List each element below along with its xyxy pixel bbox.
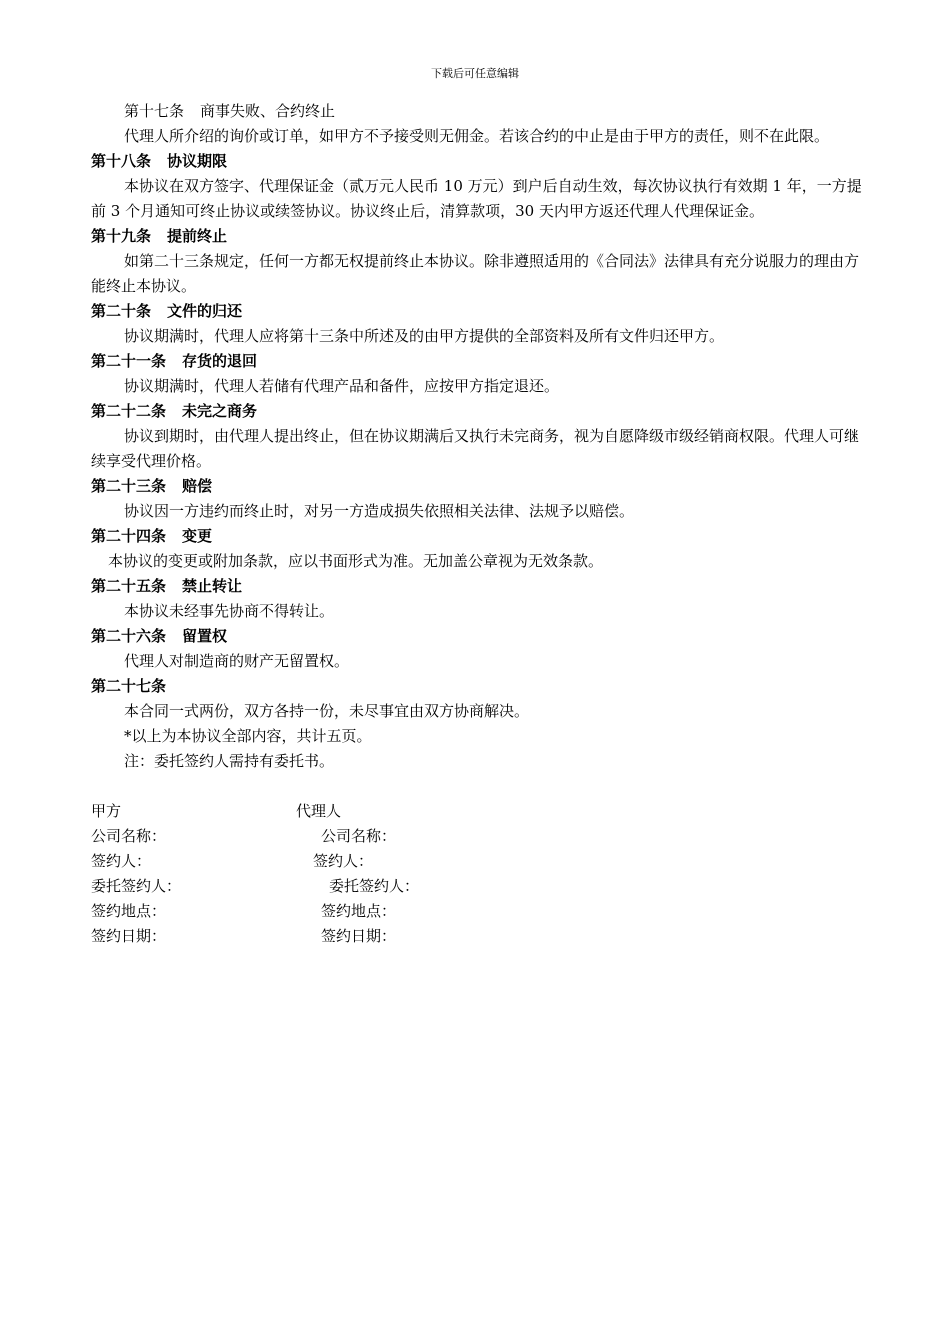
article-title: 禁止转让: [182, 577, 243, 595]
article-24-heading: [91, 524, 871, 549]
article-number: 第二十六条: [91, 627, 167, 645]
signature-row: [91, 849, 871, 874]
article-title: 商事失败、合约终止: [200, 102, 336, 120]
agent-signing-place: 签约地点：: [321, 902, 397, 920]
document-body: [91, 99, 871, 949]
article-title: 赔偿: [182, 477, 213, 495]
article-number: 第二十二条: [91, 402, 167, 420]
article-17-heading: [91, 99, 871, 124]
article-number: 第十七条: [124, 102, 185, 120]
party-a-signing-date: 签约日期：: [91, 927, 167, 945]
article-18-body: 本协议在双方签字、代理保证金（贰万元人民币 10 万元）到户后自动生效，每次协议执行有效期 1 年，一方提前 3 个月通知可终止协议或续签协议。协议终止后，清算款项，30 天内甲方返还代理人代理保证金。: [91, 177, 862, 220]
party-a-signing-place: 签约地点：: [91, 902, 167, 920]
article-20-body: 协议期满时，代理人应将第十三条中所述及的由甲方提供的全部资料及所有文件归还甲方。: [124, 327, 725, 345]
signature-block: [91, 799, 871, 949]
article-number: 第十八条: [91, 152, 152, 170]
page-header: 下载后可任意编辑: [431, 67, 519, 80]
article-22-heading: [91, 399, 871, 424]
article-21-body: 协议期满时，代理人若储有代理产品和备件，应按甲方指定退还。: [124, 377, 560, 395]
article-number: 第二十七条: [91, 677, 167, 695]
article-title: 存货的退回: [182, 352, 258, 370]
article-20-heading: [91, 299, 871, 324]
article-number: 第十九条: [91, 227, 152, 245]
article-number: 第二十四条: [91, 527, 167, 545]
article-title: 协议期限: [167, 152, 228, 170]
party-a-signatory: 签约人：: [91, 852, 152, 870]
article-27-heading: [91, 674, 871, 699]
agent-label: 代理人: [296, 802, 342, 820]
signature-row: [91, 924, 871, 949]
article-25-heading: [91, 574, 871, 599]
article-17-body: 代理人所介绍的询价或订单，如甲方不予接受则无佣金。若该合约的中止是由于甲方的责任，则不在此限。: [124, 127, 830, 145]
article-26-body: 代理人对制造商的财产无留置权。: [124, 652, 350, 670]
article-19-body: 如第二十三条规定，任何一方都无权提前终止本协议。除非遵照适用的《合同法》法律具有充分说服力的理由方能终止本协议。: [91, 252, 860, 295]
party-a-authorized-signatory: 委托签约人：: [91, 877, 182, 895]
article-number: 第二十三条: [91, 477, 167, 495]
signature-row: [91, 824, 871, 849]
signature-row: [91, 874, 871, 899]
article-22-body: 协议到期时，由代理人提出终止，但在协议期满后又执行未完商务，视为自愿降级市级经销商权限。代理人可继续享受代理价格。: [91, 427, 860, 470]
signature-row: [91, 799, 871, 824]
article-title: 文件的归还: [167, 302, 243, 320]
signature-row: [91, 899, 871, 924]
agent-signatory: 签约人：: [313, 852, 374, 870]
article-19-heading: [91, 224, 871, 249]
article-title: 留置权: [182, 627, 228, 645]
article-23-body: 协议因一方违约而终止时，对另一方造成损失依照相关法律、法规予以赔偿。: [124, 502, 635, 520]
agent-authorized-signatory: 委托签约人：: [329, 877, 420, 895]
article-25-body: 本协议未经事先协商不得转让。: [124, 602, 335, 620]
article-26-heading: [91, 624, 871, 649]
article-title: 变更: [182, 527, 213, 545]
article-23-heading: [91, 474, 871, 499]
article-number: 第二十一条: [91, 352, 167, 370]
article-24-body: 本协议的变更或附加条款，应以书面形式为准。无加盖公章视为无效条款。: [108, 552, 604, 570]
article-27-body: 本合同一式两份，双方各持一份，未尽事宜由双方协商解决。: [124, 702, 530, 720]
agent-signing-date: 签约日期：: [321, 927, 397, 945]
article-title: 提前终止: [167, 227, 228, 245]
article-number: 第二十条: [91, 302, 152, 320]
article-title: 未完之商务: [182, 402, 258, 420]
agent-company-name: 公司名称：: [321, 827, 397, 845]
article-21-heading: [91, 349, 871, 374]
party-a-label: 甲方: [91, 802, 122, 820]
proxy-note: 注：委托签约人需持有委托书。: [124, 752, 335, 770]
page-count-note: *以上为本协议全部内容，共计五页。: [124, 727, 372, 745]
article-18-heading: [91, 149, 871, 174]
article-number: 第二十五条: [91, 577, 167, 595]
party-a-company-name: 公司名称：: [91, 827, 167, 845]
